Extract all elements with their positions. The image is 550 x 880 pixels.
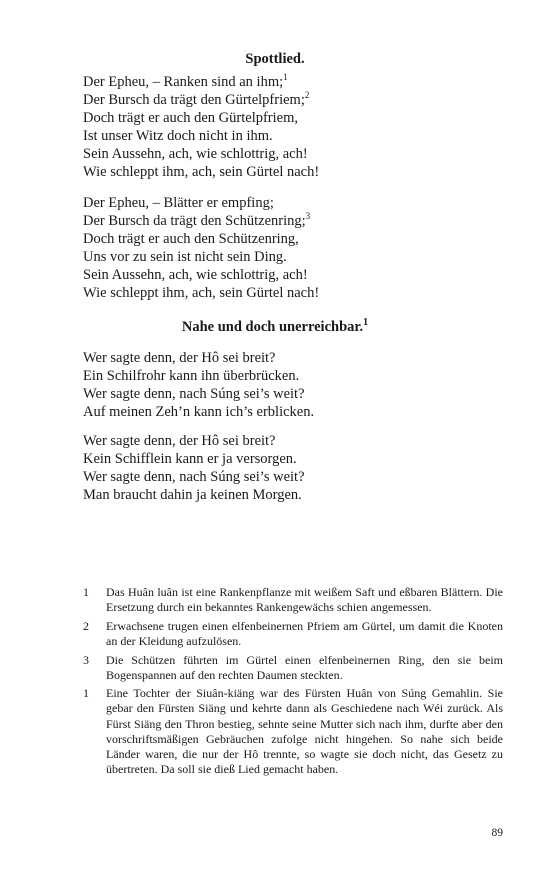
footnote-text: Eine Tochter der Siuân-kiäng war des Fürsten Huân von Súng Gemahlin. Sie gebar den Fürsten Siäng und kehrte dann als Geschiedene nach Wéi zurück. Als Fürst Siäng den Thron bestieg, sehnte seine Mutter sich nach ihm, durfte aber den vorschriftsmäßigen Gebräuchen zufolge nicht hingehen. So nahe sich beide Länder waren, die nur der Hô trennte, so wagte sie doch nicht, das Gesetz zu übertreten. Da soll sie dieß Lied gemacht haben.	[106, 686, 503, 776]
footnote-marker: 2	[304, 90, 310, 101]
poem-title-spottlied: Spottlied.	[245, 51, 305, 67]
stanza	[83, 73, 503, 181]
poem-title-nahe: Nahe und doch unerreichbar.$^1$	[181, 317, 369, 335]
verse-line: Der Bursch da trägt den Gürtelpfriem;$^2$	[83, 90, 310, 108]
verse-line: Man braucht dahin ja keinen Morgen.	[83, 487, 302, 503]
verse-line: Wie schleppt ihm, ach, sein Gürtel nach!	[83, 164, 320, 180]
footnote-number: 2	[83, 618, 89, 633]
verse-line: Doch trägt er auch den Schützenring,	[83, 231, 299, 247]
footnote-number: 3	[83, 652, 89, 667]
footnote-marker: 1	[363, 317, 369, 329]
verse-line: Auf meinen Zeh’n kann ich’s erblicken.	[83, 404, 315, 420]
verse-line: Wie schleppt ihm, ach, sein Gürtel nach!	[83, 285, 320, 301]
verse-line: Ein Schilfrohr kann ihn überbrücken.	[83, 368, 300, 384]
verse-line: Wer sagte denn, der Hô sei breit?	[83, 433, 276, 449]
footnote	[83, 585, 503, 615]
footnote-text: Erwachsene trugen einen elfenbeinernen Pfriem am Gürtel, um damit die Knoten an der Kleidung aufzulösen.	[106, 618, 503, 648]
verse-line: Ist unser Witz doch nicht in ihm.	[83, 128, 273, 144]
verse-line: Der Epheu, – Blätter er empfing;	[83, 195, 274, 211]
stanza	[83, 349, 503, 421]
verse-line: Der Epheu, – Ranken sind an ihm;$^1$	[83, 72, 288, 90]
footnote	[83, 619, 503, 649]
verse-line: Sein Aussehn, ach, wie schlottrig, ach!	[83, 146, 308, 162]
verse-line: Uns vor zu sein ist nicht sein Ding.	[83, 249, 287, 265]
stanza	[83, 432, 503, 504]
verse-line: Doch trägt er auch den Gürtelpfriem,	[83, 110, 298, 126]
footnote-marker: 1	[283, 72, 288, 83]
stanza	[83, 194, 503, 302]
footnote-text: Das Huân luân ist eine Rankenpflanze mit weißem Saft und eßbaren Blättern. Die Ersetzung durch ein bekanntes Rankengewächs schien angemessen.	[106, 585, 503, 615]
verse-line: Wer sagte denn, der Hô sei breit?	[83, 350, 276, 366]
verse-line: Wer sagte denn, nach Súng sei’s weit?	[83, 386, 305, 402]
page-number: 89	[491, 827, 503, 839]
footnote	[83, 686, 503, 777]
footnotes	[83, 585, 503, 781]
verse-line: Der Bursch da trägt den Schützenring;$^3$	[83, 211, 311, 229]
footnote-number: 1	[83, 686, 89, 701]
footnote	[83, 653, 503, 683]
verse-line: Sein Aussehn, ach, wie schlottrig, ach!	[83, 267, 308, 283]
footnote-number: 1	[83, 585, 89, 599]
verse-line: Wer sagte denn, nach Súng sei’s weit?	[83, 469, 305, 485]
footnote-marker: 3	[305, 211, 311, 222]
verse-line: Kein Schifflein kann er ja versorgen.	[83, 451, 297, 467]
footnote-text: Die Schützen führten im Gürtel einen elfenbeinernen Ring, den sie beim Bogenspannen auf den rechten Daumen steckten.	[106, 652, 503, 682]
